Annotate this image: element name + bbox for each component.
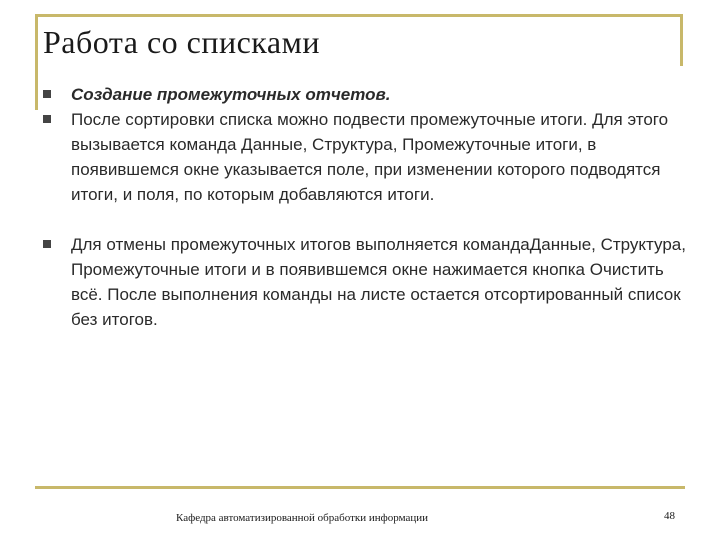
bullet-text: Создание промежуточных отчетов.: [71, 85, 391, 104]
footer-rule: [35, 486, 685, 489]
page-number: 48: [664, 510, 675, 522]
bullet-item: [43, 82, 693, 107]
square-bullet-icon: [43, 90, 51, 98]
bullet-list: [43, 82, 693, 332]
square-bullet-icon: [43, 115, 51, 123]
square-bullet-icon: [43, 240, 51, 248]
title-frame-left-rule: [35, 14, 38, 110]
bullet-text: После сортировки списка можно подвести промежуточные итоги. Для этого вызывается команда Данные, Структура, Промежуточные итоги, в появившемся окне указывается поле, при изменении которого подводятся итоги, и поля, по которым добавляются итоги.: [71, 110, 669, 204]
bullet-text: Для отмены промежуточных итогов выполняется командаДанные, Структура, Промежуточные итоги и в появившемся окне нажимается кнопка Очистить всё. После выполнения команды на листе остается отсортированный список без итогов.: [71, 235, 686, 329]
bullet-item: [43, 232, 693, 332]
footer-department: Кафедра автоматизированной обработки информации: [176, 512, 429, 524]
slide-title: Работа со списками: [43, 24, 320, 60]
bullet-item: [43, 107, 693, 207]
